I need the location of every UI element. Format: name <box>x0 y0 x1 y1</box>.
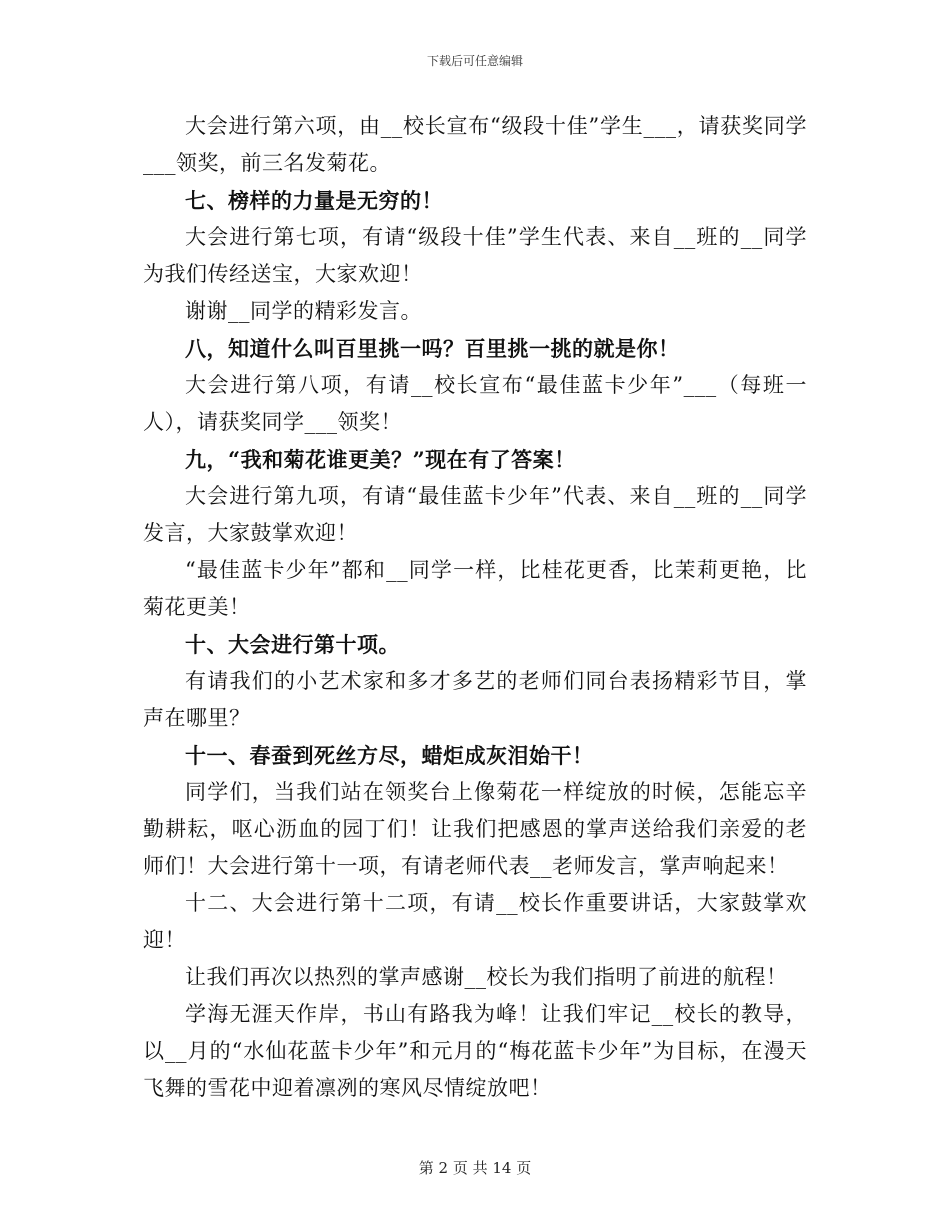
paragraph: 大会进行第八项，有请__校长宣布“最佳蓝卡少年”___（每班一人），请获奖同学___领奖！ <box>143 373 807 434</box>
paragraph: 有请我们的小艺术家和多才多艺的老师们同台表扬精彩节目，掌声在哪里？ <box>143 669 807 730</box>
page-number: 第 2 页 共 14 页 <box>418 1159 532 1177</box>
paragraph: 学海无涯天作岸，书山有路我为峰！让我们牢记__校长的教导，以__月的“水仙花蓝卡少年”和元月的“梅花蓝卡少年”为目标，在漫天飞舞的雪花中迎着凛冽的寒风尽情绽放吧！ <box>143 1002 807 1100</box>
document-body <box>143 108 807 1107</box>
page-header: 下载后可任意编辑 <box>426 54 523 68</box>
section-heading: 八，知道什么叫百里挑一吗？百里挑一挑的就是你！ <box>185 336 680 361</box>
paragraph: 同学们，当我们站在领奖台上像菊花一样绽放的时候，怎能忘辛勤耕耘，呕心沥血的园丁们！让我们把感恩的掌声送给我们亲爱的老师们！大会进行第十一项，有请老师代表__老师发言，掌声响起来！ <box>143 780 807 878</box>
section-heading: 九，“我和菊花谁更美？”现在有了答案！ <box>185 447 576 472</box>
paragraph: 十二、大会进行第十二项，有请__校长作重要讲话，大家鼓掌欢迎！ <box>143 891 807 952</box>
section-heading: 七、榜样的力量是无穷的！ <box>185 188 443 213</box>
paragraph: “最佳蓝卡少年”都和__同学一样，比桂花更香，比茉莉更艳，比菊花更美！ <box>143 558 807 619</box>
paragraph: 让我们再次以热烈的掌声感谢__校长为我们指明了前进的航程！ <box>185 965 788 989</box>
section-heading: 十、大会进行第十项。 <box>185 632 400 657</box>
paragraph: 大会进行第七项，有请“级段十佳”学生代表、来自__班的__同学为我们传经送宝，大家欢迎！ <box>143 225 807 286</box>
paragraph: 大会进行第六项，由__校长宣布“级段十佳”学生___，请获奖同学___领奖，前三名发菊花。 <box>143 114 807 175</box>
section-heading: 十一、春蚕到死丝方尽，蜡炬成灰泪始干！ <box>185 743 594 768</box>
paragraph: 大会进行第九项，有请“最佳蓝卡少年”代表、来自__班的__同学发言，大家鼓掌欢迎！ <box>143 484 807 545</box>
paragraph: 谢谢__同学的精彩发言。 <box>185 299 422 323</box>
